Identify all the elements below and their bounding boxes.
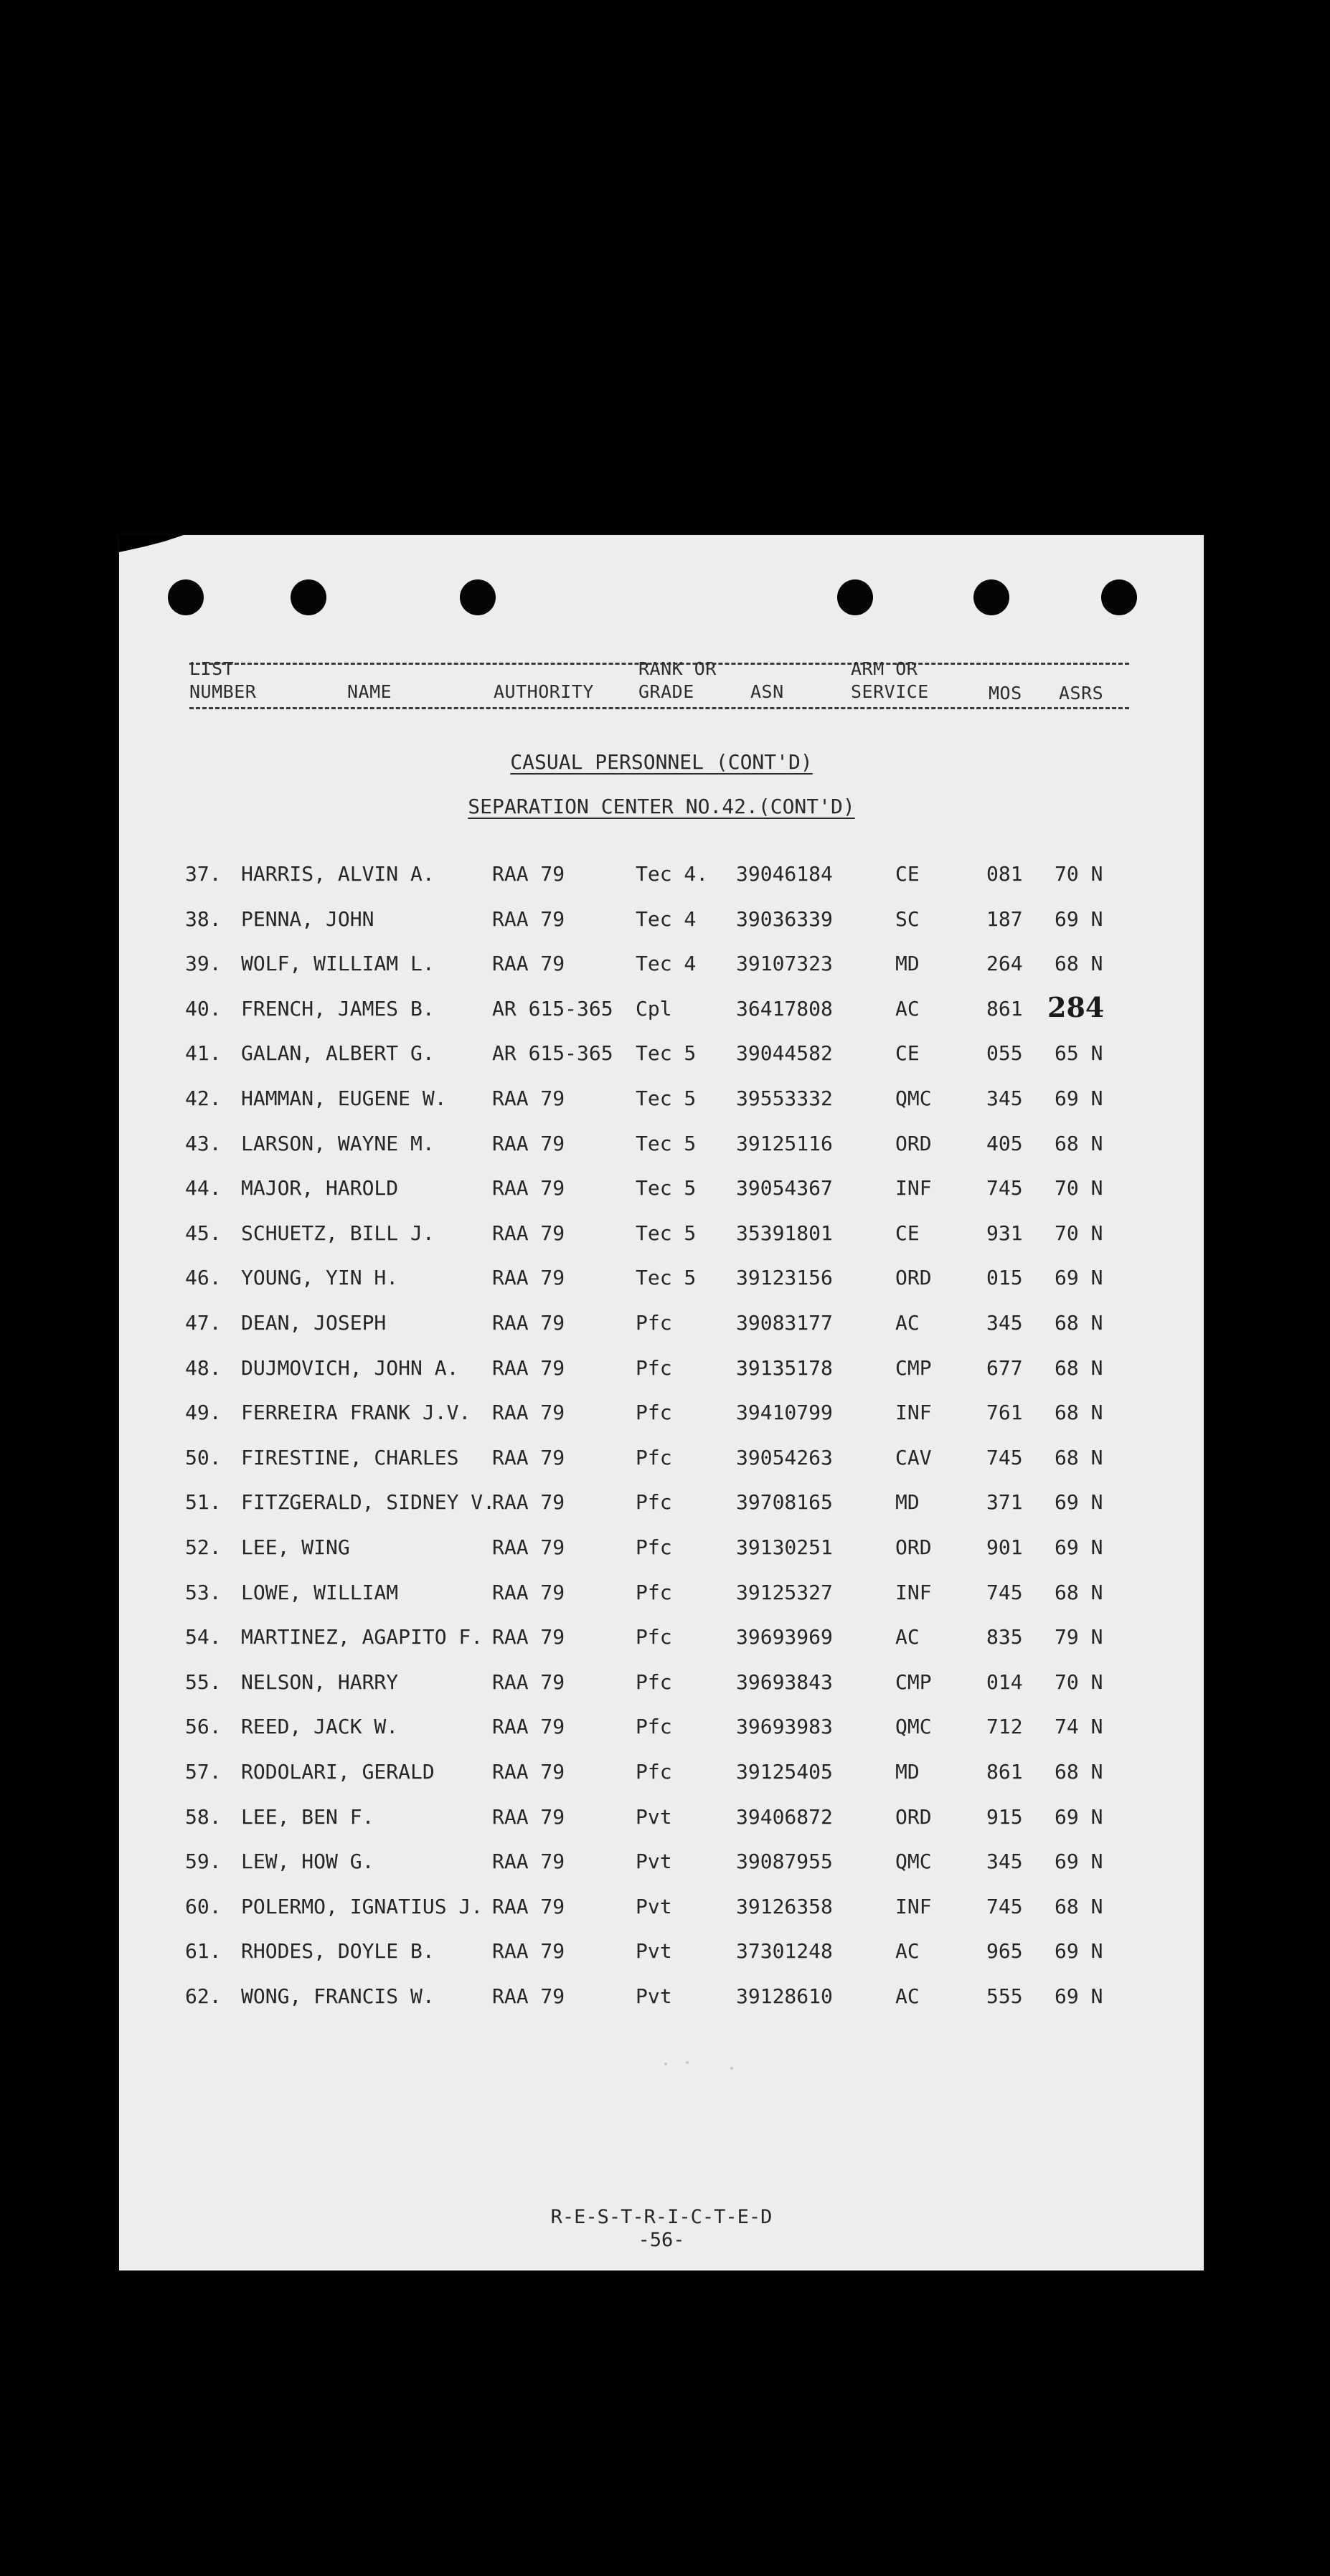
authority-cell: RAA 79 (492, 1176, 565, 1200)
list-number-cell: 61. (185, 1939, 222, 1963)
list-number-cell: 55. (185, 1670, 222, 1694)
asn-cell: 39693969 (736, 1625, 833, 1649)
table-row (119, 1715, 1204, 1743)
asn-cell: 35391801 (736, 1221, 833, 1245)
arm-service-cell: CMP (895, 1356, 932, 1380)
person-name-cell: RHODES, DOYLE B. (241, 1939, 435, 1963)
person-name-cell: WOLF, WILLIAM L. (241, 952, 435, 975)
header-authority: AUTHORITY (494, 681, 594, 702)
person-name-cell: HAMMAN, EUGENE W. (241, 1086, 447, 1110)
list-number-cell: 57. (185, 1760, 222, 1784)
page-stamp-number: 284 (1047, 991, 1105, 1023)
rank-grade-cell: Tec 4. (636, 862, 709, 886)
arm-service-cell: CE (895, 862, 920, 886)
rank-grade-cell: Tec 5 (636, 1086, 697, 1110)
authority-cell: RAA 79 (492, 1311, 565, 1335)
person-name-cell: PENNA, JOHN (241, 907, 374, 931)
mos-cell: 712 (986, 1715, 1023, 1738)
person-name-cell: LEE, BEN F. (241, 1805, 374, 1829)
punch-hole (973, 579, 1009, 615)
mos-cell: 861 (986, 997, 1023, 1021)
header-rank-line2: GRADE (638, 681, 694, 702)
asrs-cell: 69 N (1055, 1266, 1103, 1289)
person-name-cell: HARRIS, ALVIN A. (241, 862, 435, 886)
authority-cell: RAA 79 (492, 1356, 565, 1380)
asrs-cell: 68 N (1055, 1311, 1103, 1335)
arm-service-cell: CE (895, 1041, 920, 1065)
asn-cell: 39135178 (736, 1356, 833, 1380)
rank-grade-cell: Tec 5 (636, 1132, 697, 1155)
authority-cell: RAA 79 (492, 1670, 565, 1694)
asrs-cell: 68 N (1055, 1356, 1103, 1380)
asrs-cell: 68 N (1055, 1132, 1103, 1155)
mos-cell: 345 (986, 1311, 1023, 1335)
asrs-cell: 70 N (1055, 1176, 1103, 1200)
person-name-cell: LEE, WING (241, 1535, 350, 1559)
arm-service-cell: INF (895, 1581, 932, 1604)
smudge-mark (664, 2063, 667, 2065)
mos-cell: 835 (986, 1625, 1023, 1649)
mos-cell: 014 (986, 1670, 1023, 1694)
smudge-mark (686, 2061, 689, 2064)
rank-grade-cell: Pfc (636, 1490, 672, 1514)
rank-grade-cell: Tec 4 (636, 952, 697, 975)
asrs-cell: 68 N (1055, 1895, 1103, 1918)
header-rank-line1: RANK OR (638, 658, 717, 679)
mos-cell: 405 (986, 1132, 1023, 1155)
table-row (119, 1490, 1204, 1519)
mos-cell: 931 (986, 1221, 1023, 1245)
arm-service-cell: SC (895, 907, 920, 931)
table-row (119, 1850, 1204, 1878)
arm-service-cell: ORD (895, 1805, 932, 1829)
authority-cell: RAA 79 (492, 1266, 565, 1289)
asrs-cell: 79 N (1055, 1625, 1103, 1649)
person-name-cell: LARSON, WAYNE M. (241, 1132, 435, 1155)
asn-cell: 39126358 (736, 1895, 833, 1918)
mos-cell: 264 (986, 952, 1023, 975)
section-subtitle-text: SEPARATION CENTER NO.42.(CONT'D) (468, 795, 855, 818)
asn-cell: 39125405 (736, 1760, 833, 1784)
arm-service-cell: AC (895, 1984, 920, 2008)
rank-grade-cell: Pvt (636, 1984, 672, 2008)
mos-cell: 081 (986, 862, 1023, 886)
arm-service-cell: ORD (895, 1132, 932, 1155)
list-number-cell: 60. (185, 1895, 222, 1918)
arm-service-cell: MD (895, 952, 920, 975)
asn-cell: 39083177 (736, 1311, 833, 1335)
list-number-cell: 53. (185, 1581, 222, 1604)
arm-service-cell: AC (895, 1311, 920, 1335)
table-row (119, 1401, 1204, 1429)
header-asrs: ASRS (1059, 683, 1104, 704)
asrs-cell: 68 N (1055, 1446, 1103, 1469)
asrs-cell: 74 N (1055, 1715, 1103, 1738)
asn-cell: 39693983 (736, 1715, 833, 1738)
asn-cell: 39553332 (736, 1086, 833, 1110)
mos-cell: 187 (986, 907, 1023, 931)
authority-cell: RAA 79 (492, 862, 565, 886)
list-number-cell: 37. (185, 862, 222, 886)
authority-cell: RAA 79 (492, 1446, 565, 1469)
asn-cell: 39125327 (736, 1581, 833, 1604)
table-row (119, 1356, 1204, 1385)
person-name-cell: FERREIRA FRANK J.V. (241, 1401, 471, 1424)
list-number-cell: 43. (185, 1132, 222, 1155)
asn-cell: 39087955 (736, 1850, 833, 1873)
mos-cell: 745 (986, 1446, 1023, 1469)
rank-grade-cell: Tec 5 (636, 1221, 697, 1245)
list-number-cell: 56. (185, 1715, 222, 1738)
section-subtitle (119, 795, 1204, 818)
asrs-cell: 70 N (1055, 862, 1103, 886)
list-number-cell: 45. (185, 1221, 222, 1245)
arm-service-cell: INF (895, 1176, 932, 1200)
authority-cell: RAA 79 (492, 1132, 565, 1155)
asrs-cell: 69 N (1055, 1490, 1103, 1514)
table-row (119, 1311, 1204, 1340)
table-row (119, 1221, 1204, 1250)
table-row (119, 1266, 1204, 1294)
list-number-cell: 48. (185, 1356, 222, 1380)
list-number-cell: 50. (185, 1446, 222, 1469)
table-row (119, 1625, 1204, 1654)
asn-cell: 39125116 (736, 1132, 833, 1155)
rank-grade-cell: Pfc (636, 1625, 672, 1649)
table-row (119, 1670, 1204, 1699)
authority-cell: RAA 79 (492, 1895, 565, 1918)
arm-service-cell: INF (895, 1895, 932, 1918)
rank-grade-cell: Pfc (636, 1535, 672, 1559)
person-name-cell: FRENCH, JAMES B. (241, 997, 435, 1021)
arm-service-cell: QMC (895, 1850, 932, 1873)
person-name-cell: LEW, HOW G. (241, 1850, 374, 1873)
arm-service-cell: AC (895, 1939, 920, 1963)
list-number-cell: 41. (185, 1041, 222, 1065)
table-row (119, 1086, 1204, 1115)
asrs-cell: 65 N (1055, 1041, 1103, 1065)
authority-cell: RAA 79 (492, 1086, 565, 1110)
arm-service-cell: QMC (895, 1715, 932, 1738)
punch-hole (168, 579, 204, 615)
asrs-cell: 68 N (1055, 952, 1103, 975)
table-row (119, 952, 1204, 980)
arm-service-cell: MD (895, 1760, 920, 1784)
list-number-cell: 44. (185, 1176, 222, 1200)
arm-service-cell: CMP (895, 1670, 932, 1694)
rank-grade-cell: Pfc (636, 1670, 672, 1694)
table-row (119, 1132, 1204, 1160)
list-number-cell: 47. (185, 1311, 222, 1335)
asrs-cell: 69 N (1055, 1850, 1103, 1873)
asn-cell: 39693843 (736, 1670, 833, 1694)
rank-grade-cell: Pfc (636, 1581, 672, 1604)
asn-cell: 36417808 (736, 997, 833, 1021)
asn-cell: 39054367 (736, 1176, 833, 1200)
section-title (119, 750, 1204, 774)
asn-cell: 39044582 (736, 1041, 833, 1065)
asn-cell: 39130251 (736, 1535, 833, 1559)
arm-service-cell: ORD (895, 1535, 932, 1559)
header-list-line2: NUMBER (189, 681, 257, 702)
asrs-cell: 68 N (1055, 1401, 1103, 1424)
list-number-cell: 39. (185, 952, 222, 975)
punch-hole (1101, 579, 1137, 615)
mos-cell: 345 (986, 1086, 1023, 1110)
authority-cell: RAA 79 (492, 1984, 565, 2008)
rank-grade-cell: Pfc (636, 1446, 672, 1469)
asn-cell: 39054263 (736, 1446, 833, 1469)
asn-cell: 39708165 (736, 1490, 833, 1514)
asn-cell: 39107323 (736, 952, 833, 975)
list-number-cell: 49. (185, 1401, 222, 1424)
rank-grade-cell: Cpl (636, 997, 672, 1021)
person-name-cell: FIRESTINE, CHARLES (241, 1446, 459, 1469)
table-row (119, 1176, 1204, 1205)
rank-grade-cell: Tec 5 (636, 1266, 697, 1289)
arm-service-cell: CE (895, 1221, 920, 1245)
asn-cell: 37301248 (736, 1939, 833, 1963)
table-row (119, 1535, 1204, 1564)
header-arm-line1: ARM OR (851, 658, 918, 679)
asrs-cell: 70 N (1055, 1670, 1103, 1694)
asn-cell: 39128610 (736, 1984, 833, 2008)
mos-cell: 761 (986, 1401, 1023, 1424)
header-asn: ASN (750, 681, 784, 702)
page-number: -56- (638, 2229, 685, 2251)
person-name-cell: WONG, FRANCIS W. (241, 1984, 435, 2008)
rank-grade-cell: Pvt (636, 1895, 672, 1918)
table-row (119, 1760, 1204, 1789)
asn-cell: 39406872 (736, 1805, 833, 1829)
asrs-cell: 69 N (1055, 1805, 1103, 1829)
mos-cell: 745 (986, 1176, 1023, 1200)
table-row (119, 997, 1204, 1026)
mos-cell: 915 (986, 1805, 1023, 1829)
mos-cell: 015 (986, 1266, 1023, 1289)
rank-grade-cell: Pfc (636, 1311, 672, 1335)
torn-corner (119, 535, 184, 571)
list-number-cell: 46. (185, 1266, 222, 1289)
asrs-cell: 69 N (1055, 1984, 1103, 2008)
authority-cell: RAA 79 (492, 1401, 565, 1424)
mos-cell: 677 (986, 1356, 1023, 1380)
rank-grade-cell: Tec 5 (636, 1041, 697, 1065)
mos-cell: 861 (986, 1760, 1023, 1784)
arm-service-cell: AC (895, 997, 920, 1021)
arm-service-cell: QMC (895, 1086, 932, 1110)
list-number-cell: 54. (185, 1625, 222, 1649)
list-number-cell: 52. (185, 1535, 222, 1559)
person-name-cell: GALAN, ALBERT G. (241, 1041, 435, 1065)
header-name: NAME (347, 681, 392, 702)
person-name-cell: NELSON, HARRY (241, 1670, 399, 1694)
person-name-cell: FITZGERALD, SIDNEY V. (241, 1490, 496, 1514)
arm-service-cell: AC (895, 1625, 920, 1649)
authority-cell: RAA 79 (492, 1490, 565, 1514)
arm-service-cell: ORD (895, 1266, 932, 1289)
punch-hole (291, 579, 326, 615)
authority-cell: RAA 79 (492, 1581, 565, 1604)
table-row (119, 1041, 1204, 1070)
table-row (119, 1581, 1204, 1609)
rank-grade-cell: Pfc (636, 1401, 672, 1424)
header-arm-line2: SERVICE (851, 681, 929, 702)
smudge-mark (730, 2067, 733, 2070)
person-name-cell: LOWE, WILLIAM (241, 1581, 399, 1604)
asrs-cell: 69 N (1055, 907, 1103, 931)
table-row (119, 1939, 1204, 1968)
person-name-cell: REED, JACK W. (241, 1715, 399, 1738)
arm-service-cell: INF (895, 1401, 932, 1424)
asrs-cell: 69 N (1055, 1939, 1103, 1963)
rank-grade-cell: Pfc (636, 1760, 672, 1784)
table-row (119, 1895, 1204, 1923)
mos-cell: 055 (986, 1041, 1023, 1065)
person-name-cell: RODOLARI, GERALD (241, 1760, 435, 1784)
list-number-cell: 58. (185, 1805, 222, 1829)
arm-service-cell: MD (895, 1490, 920, 1514)
asn-cell: 39036339 (736, 907, 833, 931)
list-number-cell: 59. (185, 1850, 222, 1873)
table-row (119, 1984, 1204, 2013)
authority-cell: RAA 79 (492, 1805, 565, 1829)
list-number-cell: 42. (185, 1086, 222, 1110)
header-list-line1: LIST (189, 658, 235, 679)
punch-hole (837, 579, 873, 615)
asn-cell: 39123156 (736, 1266, 833, 1289)
person-name-cell: YOUNG, YIN H. (241, 1266, 399, 1289)
table-row (119, 1446, 1204, 1474)
table-row (119, 1805, 1204, 1834)
asn-cell: 39046184 (736, 862, 833, 886)
table-row (119, 862, 1204, 891)
rank-grade-cell: Pvt (636, 1805, 672, 1829)
person-name-cell: DUJMOVICH, JOHN A. (241, 1356, 459, 1380)
person-name-cell: MARTINEZ, AGAPITO F. (241, 1625, 484, 1649)
authority-cell: RAA 79 (492, 952, 565, 975)
authority-cell: RAA 79 (492, 1939, 565, 1963)
rank-grade-cell: Pfc (636, 1356, 672, 1380)
rank-grade-cell: Pfc (636, 1715, 672, 1738)
asrs-cell: 68 N (1055, 1581, 1103, 1604)
mos-cell: 745 (986, 1895, 1023, 1918)
list-number-cell: 40. (185, 997, 222, 1021)
table-row (119, 907, 1204, 936)
header-mos: MOS (989, 683, 1022, 704)
section-title-text: CASUAL PERSONNEL (CONT'D) (510, 750, 813, 774)
authority-cell: RAA 79 (492, 1850, 565, 1873)
mos-cell: 965 (986, 1939, 1023, 1963)
rank-grade-cell: Tec 5 (636, 1176, 697, 1200)
asrs-cell: 69 N (1055, 1535, 1103, 1559)
list-number-cell: 51. (185, 1490, 222, 1514)
mos-cell: 901 (986, 1535, 1023, 1559)
document-page (119, 535, 1204, 2270)
authority-cell: AR 615-365 (492, 997, 613, 1021)
mos-cell: 555 (986, 1984, 1023, 2008)
person-name-cell: DEAN, JOSEPH (241, 1311, 387, 1335)
authority-cell: RAA 79 (492, 1535, 565, 1559)
header-dash-bottom (189, 707, 1129, 709)
rank-grade-cell: Pvt (636, 1939, 672, 1963)
rank-grade-cell: Tec 4 (636, 907, 697, 931)
authority-cell: RAA 79 (492, 1221, 565, 1245)
authority-cell: RAA 79 (492, 1715, 565, 1738)
mos-cell: 345 (986, 1850, 1023, 1873)
person-name-cell: POLERMO, IGNATIUS J. (241, 1895, 484, 1918)
asrs-cell: 68 N (1055, 1760, 1103, 1784)
authority-cell: RAA 79 (492, 1625, 565, 1649)
arm-service-cell: CAV (895, 1446, 932, 1469)
classification-footer: R-E-S-T-R-I-C-T-E-D (550, 2206, 773, 2228)
asn-cell: 39410799 (736, 1401, 833, 1424)
authority-cell: AR 615-365 (492, 1041, 613, 1065)
punch-hole (460, 579, 496, 615)
list-number-cell: 38. (185, 907, 222, 931)
mos-cell: 371 (986, 1490, 1023, 1514)
mos-cell: 745 (986, 1581, 1023, 1604)
rank-grade-cell: Pvt (636, 1850, 672, 1873)
list-number-cell: 62. (185, 1984, 222, 2008)
person-name-cell: SCHUETZ, BILL J. (241, 1221, 435, 1245)
asrs-cell: 69 N (1055, 1086, 1103, 1110)
authority-cell: RAA 79 (492, 907, 565, 931)
person-name-cell: MAJOR, HAROLD (241, 1176, 399, 1200)
asrs-cell: 70 N (1055, 1221, 1103, 1245)
authority-cell: RAA 79 (492, 1760, 565, 1784)
